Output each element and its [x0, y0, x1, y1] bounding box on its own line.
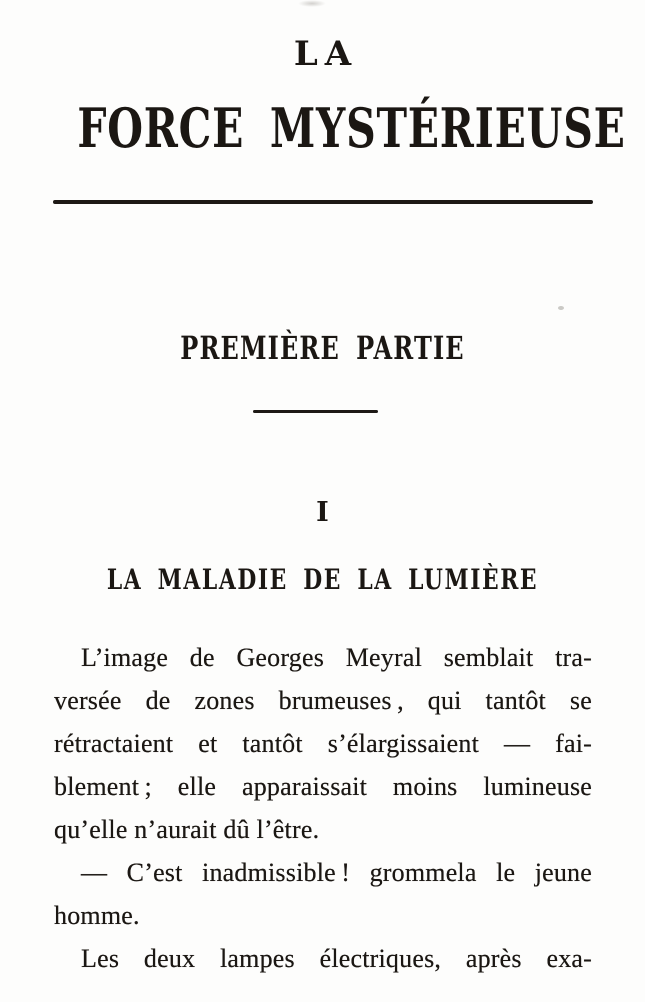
scan-artifact [298, 0, 326, 7]
scan-artifact [558, 306, 564, 310]
book-title: FORCE MYSTÉRIEUSE [77, 96, 626, 160]
body-line: — C’est inadmissible ! grommela le jeune [81, 858, 592, 887]
body-text [54, 636, 592, 980]
body-line: blement ; elle apparaissait moins lumineuse [54, 772, 592, 801]
part-heading: PREMIÈRE PARTIE [180, 329, 465, 367]
title-rule [53, 200, 593, 204]
chapter-number: I [316, 497, 329, 528]
body-line: Les deux lampes électriques, après exa- [81, 944, 592, 973]
body-line: homme. [54, 901, 140, 930]
chapter-title: LA MALADIE DE LA LUMIÈRE [106, 563, 539, 596]
series-half-title: LA [293, 34, 359, 74]
body-line: versée de zones brumeuses , qui tantôt se [54, 686, 592, 715]
body-line: qu’elle n’aurait dû l’être. [54, 815, 320, 844]
body-line: L’image de Georges Meyral semblait tra- [81, 643, 592, 672]
part-divider-rule [253, 410, 378, 413]
body-line: rétractaient et tantôt s’élargissaient — fai- [54, 729, 592, 758]
